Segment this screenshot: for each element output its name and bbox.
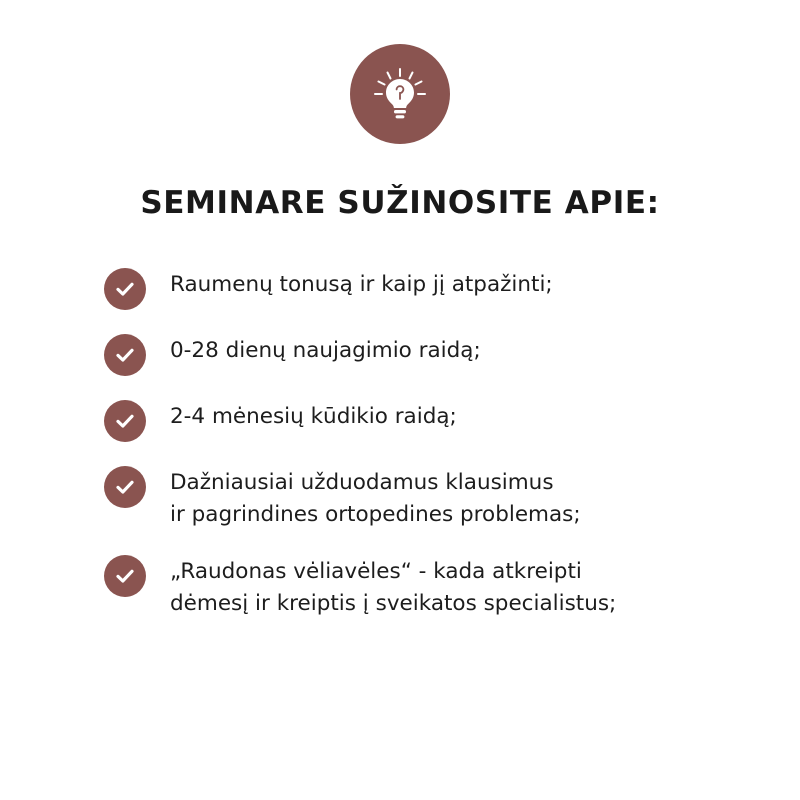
list-item-text [170,464,581,531]
list-item-line: Raumenų tonusą ir kaip jį atpažinti; [170,272,553,298]
list-item-line: „Raudonas vėliavėles“ - kada atkreipti [170,558,582,584]
list-item [104,332,760,376]
check-icon [104,268,146,310]
list-item [104,553,760,620]
lightbulb-badge [350,44,450,144]
list-item-text [170,553,616,620]
list-item-line: 0-28 dienų naujagimio raidą; [170,338,481,364]
lightbulb-icon [371,65,429,123]
list-item-line: Dažniausiai užduodamus klausimus [170,470,554,496]
check-icon [104,466,146,508]
page-title: SEMINARE SUŽINOSITE APIE: [140,185,660,221]
check-icon [104,334,146,376]
list-item [104,266,760,310]
list-item [104,464,760,531]
list-item-text [170,266,553,301]
list-item-text [170,332,481,367]
list-item-line: ir pagrindines ortopedines problemas; [170,501,581,527]
list-item-line: dėmesį ir kreiptis į sveikatos specialistus; [170,590,617,616]
check-icon [104,555,146,597]
list-item-line: 2-4 mėnesių kūdikio raidą; [170,404,457,430]
list-item [104,398,760,442]
list-item-text [170,398,457,433]
benefits-list [0,266,800,619]
check-icon [104,400,146,442]
